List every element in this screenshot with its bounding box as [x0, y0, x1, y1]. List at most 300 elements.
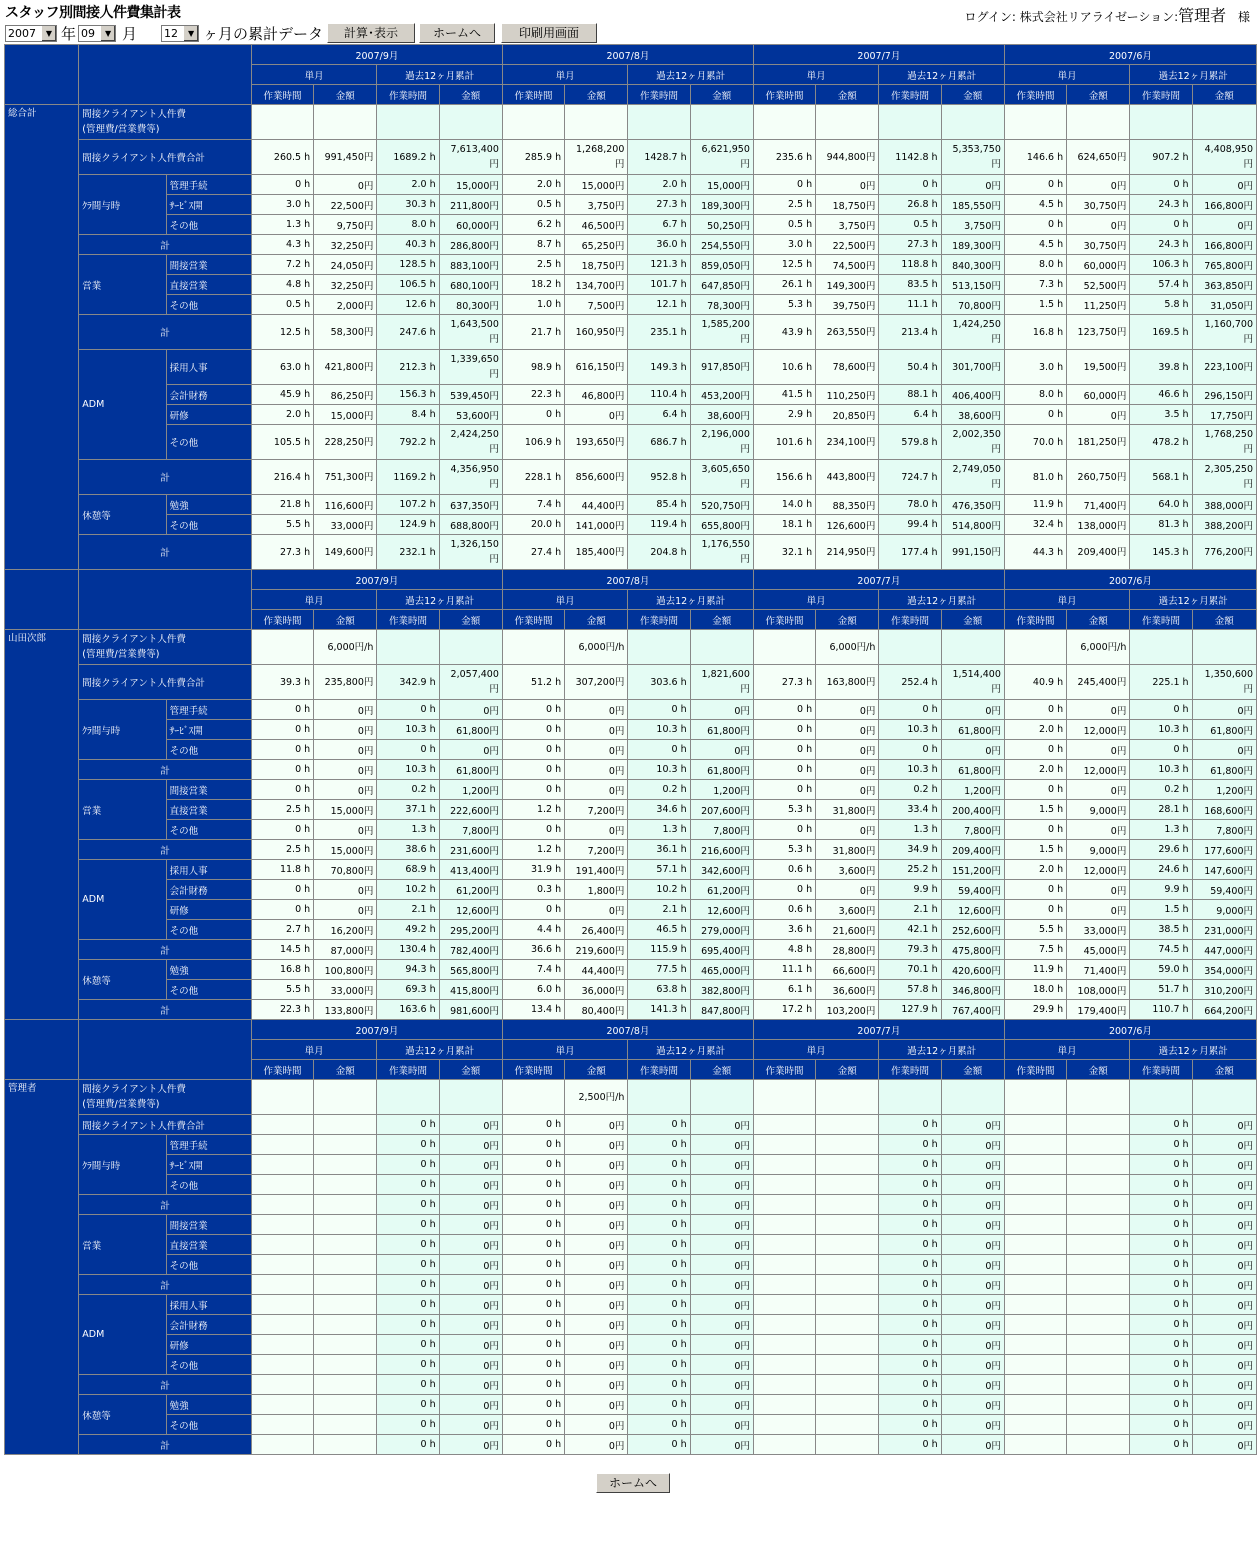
- hours-cell: 88.1 h: [879, 385, 941, 405]
- hours-cell: 83.5 h: [879, 275, 941, 295]
- hours-cell: 27.4 h: [502, 535, 564, 570]
- hours-cell: 5.5 h: [251, 980, 313, 1000]
- hours-header: 作業時間: [753, 610, 815, 630]
- amount-cell: 15,000円: [314, 800, 377, 820]
- hours-cell: 2.5 h: [251, 800, 313, 820]
- hours-cell: 0 h: [377, 1195, 439, 1215]
- hours-cell: 0.6 h: [753, 860, 815, 880]
- login-info: [964, 3, 1250, 26]
- amount-cell: 0円: [1192, 1135, 1256, 1155]
- hours-cell: [753, 1375, 815, 1395]
- print-button[interactable]: 印刷用画面: [501, 23, 597, 43]
- hours-cell: 4.3 h: [251, 235, 313, 255]
- category-row: [5, 900, 1257, 920]
- amount-cell: 413,400円: [439, 860, 502, 880]
- hours-cell: 5.5 h: [1004, 920, 1066, 940]
- amount-cell: 22,500円: [816, 235, 879, 255]
- amount-cell: 15,000円: [439, 175, 502, 195]
- hours-cell: 0 h: [879, 1215, 941, 1235]
- amount-cell: 39,750円: [816, 295, 879, 315]
- hours-cell: 0 h: [1130, 1215, 1192, 1235]
- amount-cell: 286,800円: [439, 235, 502, 255]
- amount-cell: 0円: [1067, 175, 1130, 195]
- hours-cell: [251, 630, 313, 665]
- hours-cell: 0.2 h: [1130, 780, 1192, 800]
- month-header: 2007/9月: [251, 570, 502, 590]
- hours-cell: 38.5 h: [1130, 920, 1192, 940]
- hours-cell: 0 h: [879, 1375, 941, 1395]
- amount-cell: 0円: [314, 720, 377, 740]
- amount-cell: 32,250円: [314, 275, 377, 295]
- hours-cell: 39.3 h: [251, 665, 313, 700]
- amount-cell: 0円: [690, 1195, 753, 1215]
- amount-cell: [1067, 1335, 1130, 1355]
- amount-cell: 3,605,650 円: [690, 460, 753, 495]
- hours-cell: 81.0 h: [1004, 460, 1066, 495]
- amount-cell: [314, 1135, 377, 1155]
- amount-cell: 1,514,400 円: [941, 665, 1004, 700]
- hours-cell: 6.4 h: [628, 405, 690, 425]
- home-button[interactable]: ホームへ: [419, 23, 495, 43]
- amount-cell: [1067, 1295, 1130, 1315]
- amount-cell: [1067, 1135, 1130, 1155]
- item-label: その他: [166, 215, 251, 235]
- hours-cell: 0 h: [879, 1235, 941, 1255]
- category-row: [5, 1315, 1257, 1335]
- hours-cell: 0 h: [879, 1115, 941, 1135]
- amount-cell: 421,800円: [314, 350, 377, 385]
- hours-cell: 0 h: [1004, 175, 1066, 195]
- amount-cell: [816, 1195, 879, 1215]
- hours-cell: 3.0 h: [753, 235, 815, 255]
- staff-name: 山田次郎: [5, 630, 79, 1020]
- hours-cell: [1004, 1155, 1066, 1175]
- item-label: 会計財務: [166, 1315, 251, 1335]
- amount-cell: 123,750円: [1067, 315, 1130, 350]
- amount-cell: 1,200円: [439, 780, 502, 800]
- hours-cell: 0 h: [377, 1155, 439, 1175]
- amount-cell: [314, 1355, 377, 1375]
- amount-cell: 655,800円: [690, 515, 753, 535]
- amount-cell: 2,057,400 円: [439, 665, 502, 700]
- hours-cell: 0 h: [628, 1335, 690, 1355]
- hours-cell: 64.0 h: [1130, 495, 1192, 515]
- category-row: [5, 980, 1257, 1000]
- amount-cell: 33,000円: [314, 515, 377, 535]
- hours-cell: 285.9 h: [502, 140, 564, 175]
- amount-cell: 234,100円: [816, 425, 879, 460]
- amount-cell: 0円: [314, 780, 377, 800]
- hours-cell: 27.3 h: [251, 535, 313, 570]
- amount-cell: 0円: [565, 1255, 628, 1275]
- amount-cell: 443,800円: [816, 460, 879, 495]
- client-cost-subtitle: (管理費/営業費等): [82, 1099, 160, 1110]
- user-name: 管理者: [1178, 6, 1227, 25]
- amount-cell: 0円: [690, 740, 753, 760]
- amount-cell: 88,350円: [816, 495, 879, 515]
- amount-cell: 382,800円: [690, 980, 753, 1000]
- amount-cell: 44,400円: [565, 495, 628, 515]
- amount-cell: 944,800円: [816, 140, 879, 175]
- client-cost-subtitle: (管理費/営業費等): [82, 649, 160, 660]
- hours-cell: 0 h: [753, 820, 815, 840]
- item-label: 研修: [166, 1335, 251, 1355]
- hours-cell: [1004, 1255, 1066, 1275]
- amount-cell: 3,600円: [816, 860, 879, 880]
- amount-cell: [1067, 1415, 1130, 1435]
- hours-cell: 0 h: [628, 1415, 690, 1435]
- hours-cell: 6.1 h: [753, 980, 815, 1000]
- hours-cell: 26.8 h: [879, 195, 941, 215]
- hours-cell: [1004, 1335, 1066, 1355]
- hours-cell: 0 h: [879, 1255, 941, 1275]
- amount-cell: 20,850円: [816, 405, 879, 425]
- hours-header: 作業時間: [1130, 85, 1192, 105]
- hours-cell: [1130, 630, 1192, 665]
- hours-cell: 51.7 h: [1130, 980, 1192, 1000]
- hours-cell: 0 h: [251, 700, 313, 720]
- hours-cell: [251, 1175, 313, 1195]
- item-label: 間接営業: [166, 1215, 251, 1235]
- hours-cell: [753, 105, 815, 140]
- amount-cell: 680,100円: [439, 275, 502, 295]
- hours-cell: 2.1 h: [628, 900, 690, 920]
- amount-cell: [314, 1235, 377, 1255]
- amount-cell: 0円: [439, 1375, 502, 1395]
- hours-cell: 0 h: [1130, 1315, 1192, 1335]
- amount-cell: 7,800円: [1192, 820, 1256, 840]
- amount-header: 金額: [1192, 1060, 1256, 1080]
- hours-header: 作業時間: [251, 85, 313, 105]
- amount-cell: 45,000円: [1067, 940, 1130, 960]
- amount-header: 金額: [690, 85, 753, 105]
- hours-cell: 0 h: [879, 1395, 941, 1415]
- amount-header: 金額: [816, 1060, 879, 1080]
- amount-cell: 1,176,550 円: [690, 535, 753, 570]
- hours-cell: 163.6 h: [377, 1000, 439, 1020]
- hours-cell: 24.3 h: [1130, 235, 1192, 255]
- hours-header: 作業時間: [502, 85, 564, 105]
- login-label: ログイン:: [964, 10, 1016, 24]
- amount-cell: 0円: [565, 1235, 628, 1255]
- hours-cell: [1004, 1395, 1066, 1415]
- item-label: 直接営業: [166, 1235, 251, 1255]
- amount-cell: 50,250円: [690, 215, 753, 235]
- amount-cell: 0円: [941, 1135, 1004, 1155]
- hours-cell: 0 h: [879, 1355, 941, 1375]
- amount-cell: [314, 1435, 377, 1455]
- hours-cell: 0 h: [502, 1155, 564, 1175]
- hours-cell: 0 h: [502, 760, 564, 780]
- hours-cell: 28.1 h: [1130, 800, 1192, 820]
- category-label: ADM: [79, 860, 166, 940]
- hours-cell: 0 h: [628, 1375, 690, 1395]
- amount-cell: 53,600円: [439, 405, 502, 425]
- hours-cell: 0 h: [502, 820, 564, 840]
- amount-cell: 60,000円: [1067, 255, 1130, 275]
- amount-cell: 46,800円: [565, 385, 628, 405]
- hours-cell: 1169.2 h: [377, 460, 439, 495]
- hours-cell: [1004, 1195, 1066, 1215]
- hours-cell: 59.0 h: [1130, 960, 1192, 980]
- amount-cell: 30,750円: [1067, 235, 1130, 255]
- hours-header: 作業時間: [753, 85, 815, 105]
- amount-cell: 61,200円: [690, 880, 753, 900]
- amount-header: 金額: [565, 1060, 628, 1080]
- item-label: 会計財務: [166, 385, 251, 405]
- hours-cell: [753, 1255, 815, 1275]
- item-label: その他: [166, 1415, 251, 1435]
- hours-cell: 228.1 h: [502, 460, 564, 495]
- amount-cell: 0円: [941, 1235, 1004, 1255]
- client-total-label: 間接クライアント人件費合計: [79, 140, 252, 175]
- hours-cell: 0 h: [1130, 1335, 1192, 1355]
- hours-cell: 0 h: [251, 880, 313, 900]
- amount-cell: 61,800円: [439, 720, 502, 740]
- hours-cell: 110.4 h: [628, 385, 690, 405]
- amount-cell: 0円: [690, 1295, 753, 1315]
- amount-cell: 209,400円: [941, 840, 1004, 860]
- amount-cell: 70,800円: [314, 860, 377, 880]
- hours-cell: [251, 1395, 313, 1415]
- cumulative-header: 過去12ヶ月累計: [879, 65, 1005, 85]
- amount-cell: [314, 1415, 377, 1435]
- amount-cell: 0円: [690, 1335, 753, 1355]
- hours-header: 作業時間: [753, 1060, 815, 1080]
- amount-cell: 59,400円: [941, 880, 1004, 900]
- year-select[interactable]: [5, 25, 57, 42]
- cumulative-header: 過去12ヶ月累計: [879, 590, 1005, 610]
- hours-cell: [377, 630, 439, 665]
- hours-cell: 10.3 h: [377, 760, 439, 780]
- subtotal-row: [5, 1435, 1257, 1455]
- hours-cell: 0 h: [1130, 1275, 1192, 1295]
- hours-cell: 26.1 h: [753, 275, 815, 295]
- hours-cell: 10.3 h: [879, 720, 941, 740]
- hours-cell: [1004, 1175, 1066, 1195]
- hours-cell: 0 h: [502, 1395, 564, 1415]
- item-label: 会計財務: [166, 880, 251, 900]
- subtotal-row: [5, 940, 1257, 960]
- month-header: 2007/6月: [1004, 570, 1256, 590]
- hours-cell: 204.8 h: [628, 535, 690, 570]
- hours-cell: 0 h: [879, 1415, 941, 1435]
- hours-cell: 0 h: [502, 1435, 564, 1455]
- hours-cell: 0 h: [628, 1235, 690, 1255]
- amount-cell: [816, 1375, 879, 1395]
- category-label: 休憩等: [79, 960, 166, 1000]
- amount-cell: 0円: [690, 1355, 753, 1375]
- hours-cell: 27.3 h: [628, 195, 690, 215]
- chevron-down-icon: ▼: [100, 26, 115, 41]
- hours-cell: 7.4 h: [502, 495, 564, 515]
- hours-cell: 50.4 h: [879, 350, 941, 385]
- amount-cell: 0円: [439, 1235, 502, 1255]
- item-label: 管理手続: [166, 175, 251, 195]
- hours-cell: 17.2 h: [753, 1000, 815, 1020]
- amount-cell: 168,600円: [1192, 800, 1256, 820]
- amount-cell: 0円: [816, 880, 879, 900]
- hours-cell: [1004, 1315, 1066, 1335]
- hours-cell: 34.9 h: [879, 840, 941, 860]
- amount-cell: 36,600円: [816, 980, 879, 1000]
- hours-cell: 57.8 h: [879, 980, 941, 1000]
- hours-cell: 14.0 h: [753, 495, 815, 515]
- item-label: 研修: [166, 405, 251, 425]
- single-month-header: 単月: [251, 1040, 376, 1060]
- category-row: [5, 425, 1257, 460]
- amount-cell: 447,000円: [1192, 940, 1256, 960]
- amount-cell: 476,350円: [941, 495, 1004, 515]
- amount-cell: 31,800円: [816, 800, 879, 820]
- hours-cell: 36.1 h: [628, 840, 690, 860]
- amount-cell: 0円: [439, 1395, 502, 1415]
- amount-cell: 134,700円: [565, 275, 628, 295]
- amount-cell: 0円: [941, 1435, 1004, 1455]
- amount-cell: 200,400円: [941, 800, 1004, 820]
- hours-cell: 0 h: [1004, 700, 1066, 720]
- amount-cell: 695,400円: [690, 940, 753, 960]
- hours-cell: [1004, 1435, 1066, 1455]
- amount-cell: 0円: [941, 740, 1004, 760]
- amount-cell: 32,250円: [314, 235, 377, 255]
- hours-cell: 141.3 h: [628, 1000, 690, 1020]
- amount-cell: 9,000円: [1067, 800, 1130, 820]
- month-select[interactable]: [78, 25, 116, 42]
- amount-cell: 363,850円: [1192, 275, 1256, 295]
- hours-cell: 0.6 h: [753, 900, 815, 920]
- amount-cell: [816, 1080, 879, 1115]
- amount-cell: [1067, 1155, 1130, 1175]
- amount-cell: 31,800円: [816, 840, 879, 860]
- client-cost-title: 間接クライアント人件費: [82, 634, 186, 645]
- amount-cell: 0円: [314, 900, 377, 920]
- amount-cell: [816, 1175, 879, 1195]
- calc-button[interactable]: 計算･表示: [327, 23, 415, 43]
- category-row: [5, 175, 1257, 195]
- hours-cell: 43.9 h: [753, 315, 815, 350]
- span-select[interactable]: [161, 25, 199, 42]
- item-label: ｻｰﾋﾞｽ開: [166, 720, 251, 740]
- amount-cell: 6,000円/h: [816, 630, 879, 665]
- hours-cell: 0 h: [502, 1255, 564, 1275]
- hours-cell: [251, 1375, 313, 1395]
- item-label: その他: [166, 1175, 251, 1195]
- hours-cell: 0 h: [502, 740, 564, 760]
- hours-cell: 25.2 h: [879, 860, 941, 880]
- amount-cell: 231,000円: [1192, 920, 1256, 940]
- amount-cell: [565, 105, 628, 140]
- hours-cell: [251, 1155, 313, 1175]
- hours-cell: 0 h: [1004, 740, 1066, 760]
- hours-header: 作業時間: [377, 1060, 439, 1080]
- hours-cell: [1004, 630, 1066, 665]
- amount-cell: 74,500円: [816, 255, 879, 275]
- amount-cell: 0円: [690, 1255, 753, 1275]
- item-label: 研修: [166, 900, 251, 920]
- subtotal-row: [5, 1000, 1257, 1020]
- hours-cell: 2.5 h: [753, 195, 815, 215]
- hours-cell: 1.5 h: [1004, 800, 1066, 820]
- amount-cell: 61,800円: [690, 760, 753, 780]
- hours-cell: 11.9 h: [1004, 495, 1066, 515]
- amount-cell: 1,768,250 円: [1192, 425, 1256, 460]
- amount-cell: 0円: [690, 1175, 753, 1195]
- amount-cell: 307,200円: [565, 665, 628, 700]
- hours-cell: 303.6 h: [628, 665, 690, 700]
- single-month-header: 単月: [1004, 65, 1129, 85]
- footer-home-button[interactable]: ホームへ: [596, 1473, 670, 1493]
- honorific: 様: [1237, 10, 1250, 24]
- hours-cell: 342.9 h: [377, 665, 439, 700]
- single-month-header: 単月: [502, 590, 627, 610]
- hours-cell: 29.6 h: [1130, 840, 1192, 860]
- hours-cell: 9.9 h: [1130, 880, 1192, 900]
- amount-cell: 22,500円: [314, 195, 377, 215]
- item-label: その他: [166, 425, 251, 460]
- hours-cell: 127.9 h: [879, 1000, 941, 1020]
- amount-header: 金額: [1067, 1060, 1130, 1080]
- hours-cell: [1004, 1135, 1066, 1155]
- hours-cell: [879, 105, 941, 140]
- hours-cell: 0 h: [377, 1235, 439, 1255]
- amount-cell: 12,600円: [941, 900, 1004, 920]
- hours-cell: 0 h: [377, 1355, 439, 1375]
- hours-cell: [753, 1215, 815, 1235]
- hours-cell: 0 h: [377, 1295, 439, 1315]
- amount-cell: 7,200円: [565, 800, 628, 820]
- hours-cell: 0 h: [1130, 175, 1192, 195]
- client-cost-subtitle: (管理費/営業費等): [82, 124, 160, 135]
- amount-cell: 388,000円: [1192, 495, 1256, 515]
- hours-cell: 0 h: [1004, 820, 1066, 840]
- amount-cell: 0円: [565, 1415, 628, 1435]
- cost-table: [4, 44, 1257, 1455]
- amount-cell: 520,750円: [690, 495, 753, 515]
- hours-cell: 1.2 h: [502, 800, 564, 820]
- hours-cell: 0 h: [251, 740, 313, 760]
- amount-cell: 0円: [565, 1295, 628, 1315]
- amount-cell: 1,160,700 円: [1192, 315, 1256, 350]
- hours-cell: 0 h: [628, 1175, 690, 1195]
- amount-cell: 1,585,200 円: [690, 315, 753, 350]
- hours-cell: [1004, 1355, 1066, 1375]
- amount-cell: 71,400円: [1067, 495, 1130, 515]
- amount-cell: 0円: [565, 720, 628, 740]
- single-month-header: 単月: [1004, 1040, 1129, 1060]
- subtotal-label: 計: [79, 1435, 252, 1455]
- amount-cell: 981,600円: [439, 1000, 502, 1020]
- amount-cell: 859,050円: [690, 255, 753, 275]
- amount-cell: 52,500円: [1067, 275, 1130, 295]
- amount-header: 金額: [816, 610, 879, 630]
- month-header: 2007/8月: [502, 45, 753, 65]
- hours-cell: 792.2 h: [377, 425, 439, 460]
- hours-cell: 78.0 h: [879, 495, 941, 515]
- amount-cell: 147,600円: [1192, 860, 1256, 880]
- amount-cell: 0円: [1192, 1415, 1256, 1435]
- hours-cell: [628, 630, 690, 665]
- hours-cell: 2.1 h: [879, 900, 941, 920]
- hours-cell: 0 h: [1130, 1175, 1192, 1195]
- hours-cell: 1.3 h: [1130, 820, 1192, 840]
- hours-cell: 0 h: [628, 1435, 690, 1455]
- hours-cell: 8.0 h: [377, 215, 439, 235]
- amount-cell: 0円: [1192, 740, 1256, 760]
- amount-cell: 1,268,200 円: [565, 140, 628, 175]
- amount-cell: 1,200円: [690, 780, 753, 800]
- hours-cell: 1.3 h: [377, 820, 439, 840]
